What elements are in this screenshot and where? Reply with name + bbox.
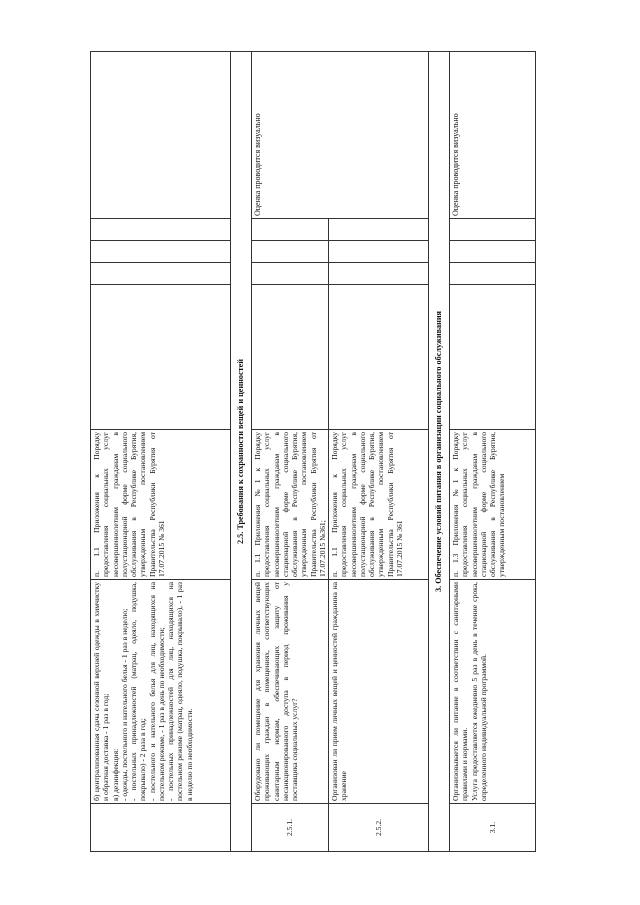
requirement-text: Организовывается ли питание в соответствии с санитарными правилами и нормами. Услуга предоставляется ежедневно 5 раз в день в течение срока, определенного индивидуальной программой.: [450, 580, 536, 804]
blank-cell: [450, 219, 536, 241]
blank-cell: [329, 285, 429, 430]
blank-cell: [329, 241, 429, 263]
row-number-cell: [91, 804, 231, 852]
section-title: 2.5. Требования к сохранности вещей и ценностей: [231, 52, 252, 852]
legal-basis-text: п. 1.3 Приложения №1 к Порядку предоставления социальных услуг несовершеннолетним гражданам в стационарной форме социального обслуживания в Республике Бурятия, утвержденным постановлением: [450, 430, 536, 580]
blank-cell: [252, 241, 329, 263]
rotated-table-sheet: [90, 52, 620, 852]
evaluation-cell: [91, 52, 231, 219]
blank-cell: [450, 241, 536, 263]
table-row: [91, 52, 231, 852]
blank-cell: [252, 285, 329, 430]
legal-basis-text: п. 1.1 Приложения №1 к Порядку предоставления социальных услуг несовершеннолетним гражданам в стационарной форме социального обслуживания в Республике Бурятия, утвержденным постановлением Правительства Республики Бурятия от 17.07.2015 №361;: [252, 430, 329, 580]
legal-basis-text: п. 1.1 Приложения к Порядку предоставления социальных услуг несовершеннолетним гражданам в полустационарной форме социального обслуживания в Республике Бурятия, утвержденным постановлением Правительства Республики Бурятия от 17.07.2015 № 361: [329, 430, 429, 580]
blank-cell: [450, 263, 536, 285]
evaluation-method: Оценка проводится визуально: [252, 52, 429, 219]
requirement-text: Организован ли прием личных вещей и ценностей гражданина на хранение: [329, 580, 429, 804]
blank-cell: [91, 219, 231, 241]
requirement-text: б) централизованная сдача сезонной верхней одежды в химчистку и обратная доставка - 1 раз в год; в) дезинфекция: - одежды, постельного и нательного белья - 1 раз в неделю; - постельных принадлежностей (матрац, одеяло, подушка, покрывало) - 2 раза в год; - постельного и нательного белья для лиц, находящихся на постельном режиме, - 1 раз в день по необходимости; - постельных принадлежностей для лиц, находящихся на постельном режиме (матрац, одеяло, подушка, покрывало), - 1 раз в неделю по необходимости.: [91, 580, 231, 804]
blank-cell: [329, 219, 429, 241]
evaluation-method: Оценка проводится визуально: [450, 52, 536, 219]
blank-cell: [91, 263, 231, 285]
blank-cell: [91, 241, 231, 263]
requirement-text: Оборудовано ли помещение для хранения личных вещей проживающих граждан в помещениях, соответствующих санитарным нормам, обеспечивающих защиту от несанкционированного доступа в период проживания у поставщика социальных услуг?: [252, 580, 329, 804]
section-header-row: [429, 52, 450, 852]
inspection-table: [90, 51, 536, 852]
blank-cell: [252, 219, 329, 241]
section-title: 3. Обеспечение условий питания в организации социального обслуживания: [429, 52, 450, 852]
table-row: [252, 52, 329, 852]
blank-cell: [252, 263, 329, 285]
legal-basis-text: п. 1.1 Приложения к Порядку предоставления социальных услуг несовершеннолетним гражданам в полустационарной форме социального обслуживания в Республике Бурятия, утвержденным постановлением Правительства Республики Бурятия от 17.07.2015 № 361: [91, 430, 231, 580]
section-header-row: [231, 52, 252, 852]
blank-cell: [329, 263, 429, 285]
blank-cell: [450, 285, 536, 430]
row-number: 2.5.2.: [329, 804, 429, 852]
table-row: [450, 52, 536, 852]
blank-cell: [91, 285, 231, 430]
row-number: 3.1.: [450, 804, 536, 852]
row-number: 2.5.1.: [252, 804, 329, 852]
